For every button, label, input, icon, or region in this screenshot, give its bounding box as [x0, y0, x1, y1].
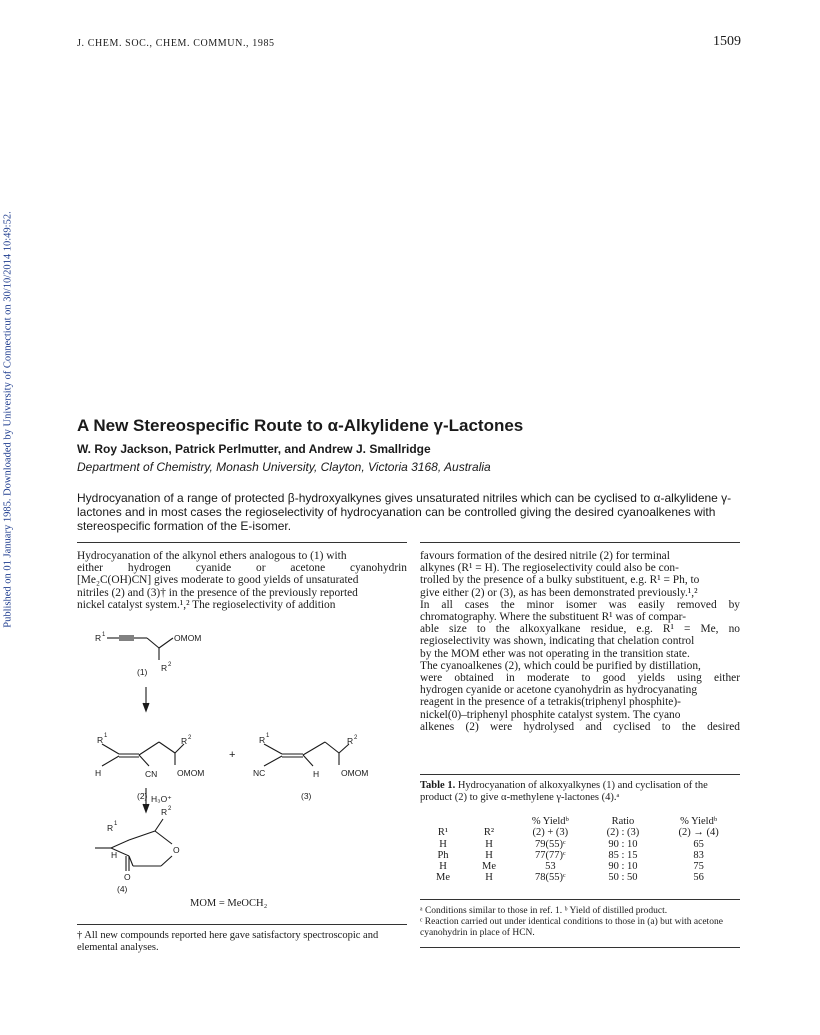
r2-sup-4: 2	[168, 806, 172, 812]
abstract-rule-right	[420, 542, 740, 543]
table-header-cell: Ratio	[611, 816, 635, 827]
carbonyl-oxygen-label: O	[124, 872, 131, 882]
reagent-label: H₃O⁺	[151, 794, 172, 804]
r2-label-2: R	[181, 736, 188, 746]
table-cell: Me	[436, 872, 450, 884]
omom-label-1: OMOM	[174, 633, 202, 643]
table-row	[420, 861, 740, 872]
table-header-row	[420, 827, 740, 838]
affiliation: Department of Chemistry, Monash University, Clayton, Victoria 3168, Australia	[77, 460, 491, 474]
table-header-cell: (2) + (3)	[532, 827, 569, 839]
mom-definition: MOM = MeOCH₂	[190, 898, 268, 908]
table-mid-rule	[420, 899, 740, 900]
table-cell: 85 : 15	[608, 849, 638, 861]
author-list: W. Roy Jackson, Patrick Perlmutter, and Andrew J. Smallridge	[77, 442, 431, 456]
text-line: [Me₂C(OH)CN] gives moderate to good yields of unsaturated	[77, 574, 359, 587]
download-stamp: Published on 01 January 1985. Downloaded by University of Connecticut on 30/10/2014 10:49:52.	[2, 211, 14, 628]
table-cell: H	[485, 872, 493, 884]
journal-header: J. CHEM. SOC., CHEM. COMMUN., 1985	[77, 38, 275, 49]
right-column-text	[420, 550, 740, 733]
page-number: 1509	[713, 34, 741, 49]
h-label-3: H	[313, 769, 320, 779]
table-header-row	[420, 816, 740, 827]
r1-label-3: R	[259, 735, 266, 745]
table-caption-label: Table 1.	[420, 780, 456, 791]
h-label-2: H	[95, 768, 102, 778]
table-cell: 90 : 10	[608, 838, 638, 850]
table-top-rule	[420, 774, 740, 775]
table-header-cell: % Yieldᵇ	[531, 816, 569, 827]
table-cell: H	[439, 838, 447, 850]
table-header-cell: R²	[483, 827, 495, 839]
text-line: In all cases the minor isomer was easily removed by	[420, 598, 740, 611]
text-line: hydrogen cyanide or acetone cyanohydrin as hydrocyanating	[420, 684, 698, 697]
r1-label-4: R	[107, 823, 114, 833]
text-line: alkynes (R¹ = H). The regioselectivity could also be con-	[420, 562, 679, 575]
table-cell: 50 : 50	[608, 872, 638, 884]
text-line: regioselectivity was shown, indicating that chelation control	[420, 635, 695, 648]
r2-label-4: R	[161, 807, 168, 817]
text-line: favours formation of the desired nitrile (2) for terminal	[420, 550, 670, 562]
table-cell: 83	[693, 849, 704, 861]
table-cell: Ph	[437, 849, 449, 861]
r1-label-2: R	[97, 735, 104, 745]
text-line: were obtained in moderate to good yields using either	[420, 672, 740, 685]
text-line: by the MOM ether was not operating in the transition state.	[420, 647, 690, 660]
table-note-a: ᵃ Conditions similar to those in ref. 1. ᵇ Yield of distilled product.	[420, 906, 668, 916]
table-cell: 78(55)ᶜ	[534, 872, 566, 884]
ring-oxygen-label: O	[173, 845, 180, 855]
table-cell: 75	[693, 861, 704, 873]
text-line: nickel catalyst system.¹,² The regioselectivity of addition	[77, 598, 336, 611]
text-line: reagent in the presence of a tetrakis(triphenyl phosphite)-	[420, 696, 681, 709]
compound-1-label: (1)	[137, 667, 148, 677]
table-notes	[420, 906, 740, 939]
table-header-cell: R¹	[437, 827, 449, 839]
table-cell: H	[439, 861, 447, 873]
text-line: chromatography. Where the substituent R¹ was of compar-	[420, 611, 687, 624]
footnote-rule	[77, 924, 407, 925]
omom-label-2: OMOM	[177, 768, 205, 778]
r2-sup-3: 2	[354, 735, 358, 741]
compound-4-label: (4)	[117, 884, 128, 894]
article-title: A New Stereospecific Route to α-Alkylidene γ-Lactones	[77, 416, 524, 435]
r1-sup-4: 1	[114, 821, 118, 827]
table-cell: 79(55)ᶜ	[534, 838, 566, 850]
plus-sign: +	[229, 749, 236, 761]
r2-sup-1: 2	[168, 662, 172, 668]
r1-sup-3: 1	[266, 733, 270, 739]
table-row	[420, 839, 740, 850]
table-header-cell	[420, 816, 466, 827]
reaction-scheme	[77, 616, 407, 908]
table-cell: 77(77)ᶜ	[534, 849, 566, 861]
compound-3-label: (3)	[301, 791, 312, 801]
r1-sup-1: 1	[102, 632, 106, 638]
text-line: nickel(0)–triphenyl phosphite catalyst system. The cyano	[420, 708, 681, 721]
text-line: nitriles (2) and (3)† in the presence of the previously reported	[77, 586, 358, 599]
r1-sup-2: 1	[104, 733, 108, 739]
table-header-cell: % Yieldᵇ	[680, 816, 718, 827]
h-label-4: H	[111, 850, 118, 860]
left-column-text	[77, 550, 407, 611]
r2-label-1: R	[161, 663, 168, 673]
table-header-cell	[466, 816, 512, 827]
table-cell: 90 : 10	[608, 861, 638, 873]
abstract-rule-left	[77, 542, 407, 543]
text-line: give either (2) or (3), as has been demonstrated previously.¹,²	[420, 586, 698, 599]
table-cell: 65	[693, 838, 704, 850]
text-line: alkenes (2) were hydrolysed and cyclised to the desired	[420, 720, 740, 733]
footnote: † All new compounds reported here gave satisfactory spectroscopic and elemental analyses.	[77, 930, 379, 953]
text-line: The cyanoalkenes (2), which could be purified by distillation,	[420, 659, 701, 672]
r1-label-1: R	[95, 633, 102, 643]
abstract: Hydrocyanation of a range of protected β-hydroxyalkynes gives unsaturated nitriles which can be cyclised to α-alkylidene γ-lactones and in most cases the regioselectivity of hydrocyanation can be controlled giving the desired cyanoalkenes with stereospecific formation of the E-isomer.	[77, 491, 732, 533]
table-cell: 56	[693, 872, 704, 884]
table-note-c: ᶜ Reaction carried out under identical conditions to those in (a) but with acetone cyanohydrin in place of HCN.	[420, 917, 723, 938]
text-line: trolled by the presence of a bulky substituent, e.g. R¹ = Ph, to	[420, 574, 700, 587]
table-bottom-rule	[420, 947, 740, 948]
table-header-cell: (2) : (3)	[606, 827, 640, 839]
text-line: able size to the alkoxyalkane residue, e.g. R¹ = Me, no	[420, 623, 740, 636]
table-header-cell: (2) → (4)	[678, 827, 719, 839]
table-row	[420, 872, 740, 883]
text-line: Hydrocyanation of the alkynol ethers analogous to (1) with	[77, 550, 347, 562]
table-caption	[420, 780, 740, 803]
text-line: either hydrogen cyanide or acetone cyanohydrin	[77, 562, 407, 575]
r2-sup-2: 2	[188, 735, 192, 741]
table-cell: Me	[482, 861, 496, 873]
cn-label: CN	[145, 769, 158, 779]
table-caption-text: Hydrocyanation of alkoxyalkynes (1) and cyclisation of the product (2) to give α-methylene γ-lactones (4).ᵃ	[420, 780, 708, 803]
table-row	[420, 850, 740, 861]
yield-table	[420, 816, 740, 884]
omom-label-3: OMOM	[341, 768, 369, 778]
table-cell: H	[485, 838, 493, 850]
table-cell: H	[485, 849, 493, 861]
r2-label-3: R	[347, 736, 354, 746]
compound-2-label: (2)	[137, 791, 148, 801]
table-cell: 53	[545, 861, 556, 873]
nc-label: NC	[253, 768, 266, 778]
